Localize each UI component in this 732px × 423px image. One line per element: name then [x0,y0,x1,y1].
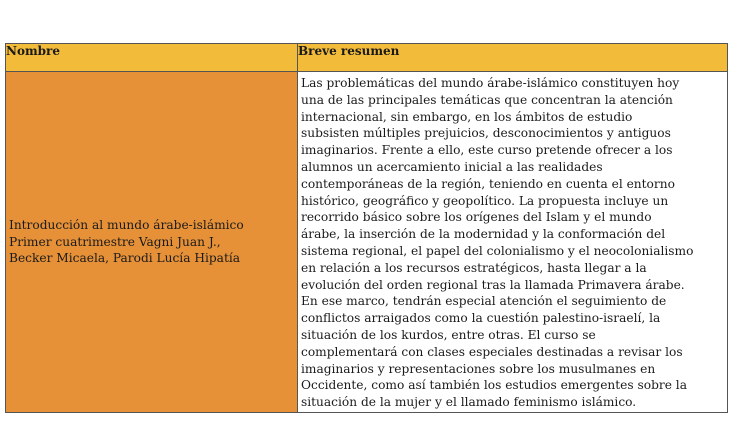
header-name: Nombre [6,44,298,72]
course-name-cell [6,72,298,413]
course-title: Introducción al mundo árabe-islámico [9,217,244,232]
header-summary: Breve resumen [298,44,728,72]
table-row [6,72,728,413]
course-term-and-teachers: Primer cuatrimestre Vagni Juan J., [9,234,221,249]
table-header-row [6,44,728,72]
course-table [5,43,728,413]
course-summary-cell [298,72,728,413]
course-teachers: Becker Micaela, Parodi Lucía Hipatía [9,251,241,266]
course-summary-text: Las problemáticas del mundo árabe-islámico constituyen hoy una de las principales temáticas que concentran la atención internacional, sin embargo, en los ámbitos de estudio subsisten múltiples prejuicios, desconocimientos y antiguos imaginarios. Frente a ello, este curso pretende ofrecer a los alumnos un acercamiento inicial a las realidades contemporáneas de la región, teniendo en cuenta el entorno histórico, geográfico y geopolítico. La propuesta incluye un recorrido básico sobre los orígenes del Islam y el mundo árabe, la inserción de la modernidad y la conformación del sistema regional, el papel del colonialismo y el neocolonialismo en relación a los recursos estratégicos, hasta llegar a la evolución del orden regional tras la llamada Primavera árabe. En ese marco, tendrán especial atención el seguimiento de conflictos arraigados como la cuestión palestino-israelí, la situación de los kurdos, entre otras. El curso se complementará con clases especiales destinadas a revisar los imaginarios y representaciones sobre los musulmanes en Occidente, como así también los estudios emergentes sobre la situación de la mujer y el llamado feminismo islámico. [301,76,694,410]
